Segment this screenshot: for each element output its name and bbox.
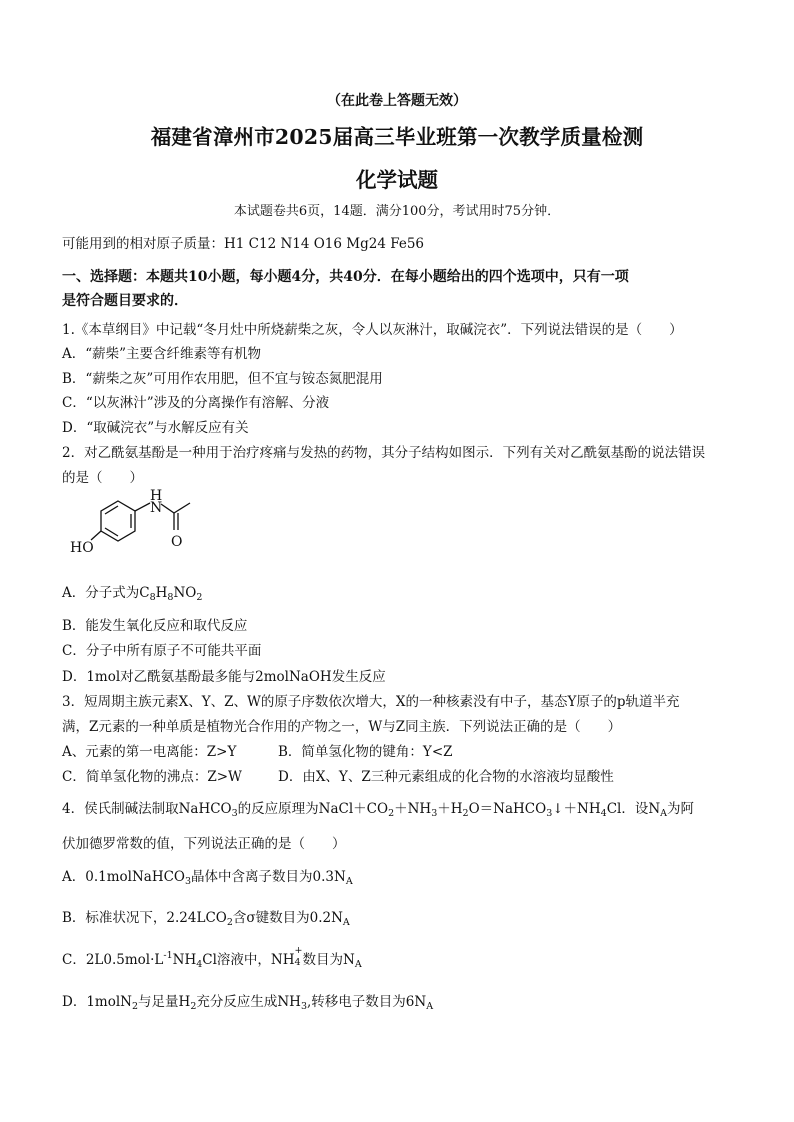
q4-stem-line1: 4．侯氏制碱法制取NaHCO$_3$的反应原理为$NaCl+CO_2+NH_3+H_2O=NaHCO_3↓+NH_4Cl$．设$N_A$为阿: [62, 801, 695, 819]
q2-stem-line1: 2．对乙酰氨基酚是一种用于治疗疼痛与发热的药物，其分子结构如图示．下列有关对乙酰氨基酚的说法错误: [62, 445, 706, 461]
subject-title: 化学试题: [356, 168, 438, 192]
q4-stem-line2: 伏加德罗常数的值，下列说法正确的是（ ）: [62, 836, 346, 852]
q4-option-c: C．$2L0.5mol\cdot L^{-1}NH_4Cl$溶液中，NH + 4 数目为$N_A$: [62, 945, 362, 970]
q3-option-c: C．简单氢化物的沸点：Z>W: [62, 769, 242, 785]
molecule-o-label: O: [171, 534, 183, 550]
section-heading-line1: 一、选择题：本题共10小题，每小题4分，共40分．在每小题给出的四个选项中，只有一项: [62, 269, 629, 285]
q2-option-a: A．分子式为$C_8H_8NO_2$: [62, 585, 203, 603]
q1-option-d: D．“取碱浣衣”与水解反应有关: [62, 420, 249, 436]
q1-option-a: A．“薪柴”主要含纤维素等有机物: [62, 346, 262, 362]
q2-stem-line2: 的是（ ）: [62, 470, 143, 486]
exam-info: 本试题卷共6页，14题．满分100分，考试用时75分钟．: [233, 204, 561, 219]
q3-option-a: A、元素的第一电离能：Z>Y: [62, 744, 237, 760]
invalid-answer-notice: （在此卷上答题无效）: [327, 93, 467, 109]
molecule-ho-label: HO: [70, 540, 94, 556]
q3-stem-line2: 满，Z元素的一种单质是植物光合作用的产物之一，W与Z同主族．下列说法正确的是（ ）: [62, 719, 622, 735]
q4-option-b: B．标准状况下，$2.24LCO_2$含σ键数目为$0.2N_A$: [62, 910, 350, 928]
q2-option-c: C．分子中所有原子不可能共平面: [62, 643, 262, 659]
atomic-masses: 可能用到的相对原子质量：H1 C12 N14 O16 Mg24 Fe56: [62, 236, 425, 252]
q2-option-d: D．1mol对乙酰氨基酚最多能与2molNaOH发生反应: [62, 669, 386, 685]
q3-stem-line1: 3．短周期主族元素X、Y、Z、W的原子序数依次增大，X的一种核素没有中子，基态Y原子的p轨道半充: [62, 694, 680, 710]
q3-option-b: B．简单氢化物的键角：Y<Z: [278, 744, 453, 760]
exam-title: 福建省漳州市2025届高三毕业班第一次教学质量检测: [150, 125, 644, 149]
paracetamol-structure: [70, 486, 210, 566]
q3-option-d: D．由X、Y、Z三种元素组成的化合物的水溶液均显酸性: [278, 769, 614, 785]
q1-stem: 1.《本草纲目》中记载“冬月灶中所烧薪柴之灰，令人以灰淋汁，取碱浣衣”．下列说法错误的是（ ）: [62, 322, 683, 338]
q3-options-cd: [62, 765, 614, 785]
q1-option-b: B．“薪柴之灰”可用作农用肥，但不宜与铵态氮肥混用: [62, 371, 383, 387]
q1-option-c: C．“以灰淋汁”涉及的分离操作有溶解、分液: [62, 395, 330, 411]
molecule-n-label: N: [150, 500, 163, 516]
q4-option-d: D．1molN$_2$与足量$H_2$充分反应生成$NH_3$,转移电子数目为$6N_A$: [62, 994, 434, 1012]
molecule-h-label: H: [150, 488, 163, 504]
q2-option-b: B．能发生氧化反应和取代反应: [62, 618, 248, 634]
q3-options-ab: [62, 740, 453, 760]
section-heading-line2: 是符合题目要求的．: [62, 293, 188, 309]
q4-option-a: A．0.1molNaHCO$_3$晶体中含离子数目为$0.3N_A$: [62, 869, 353, 887]
